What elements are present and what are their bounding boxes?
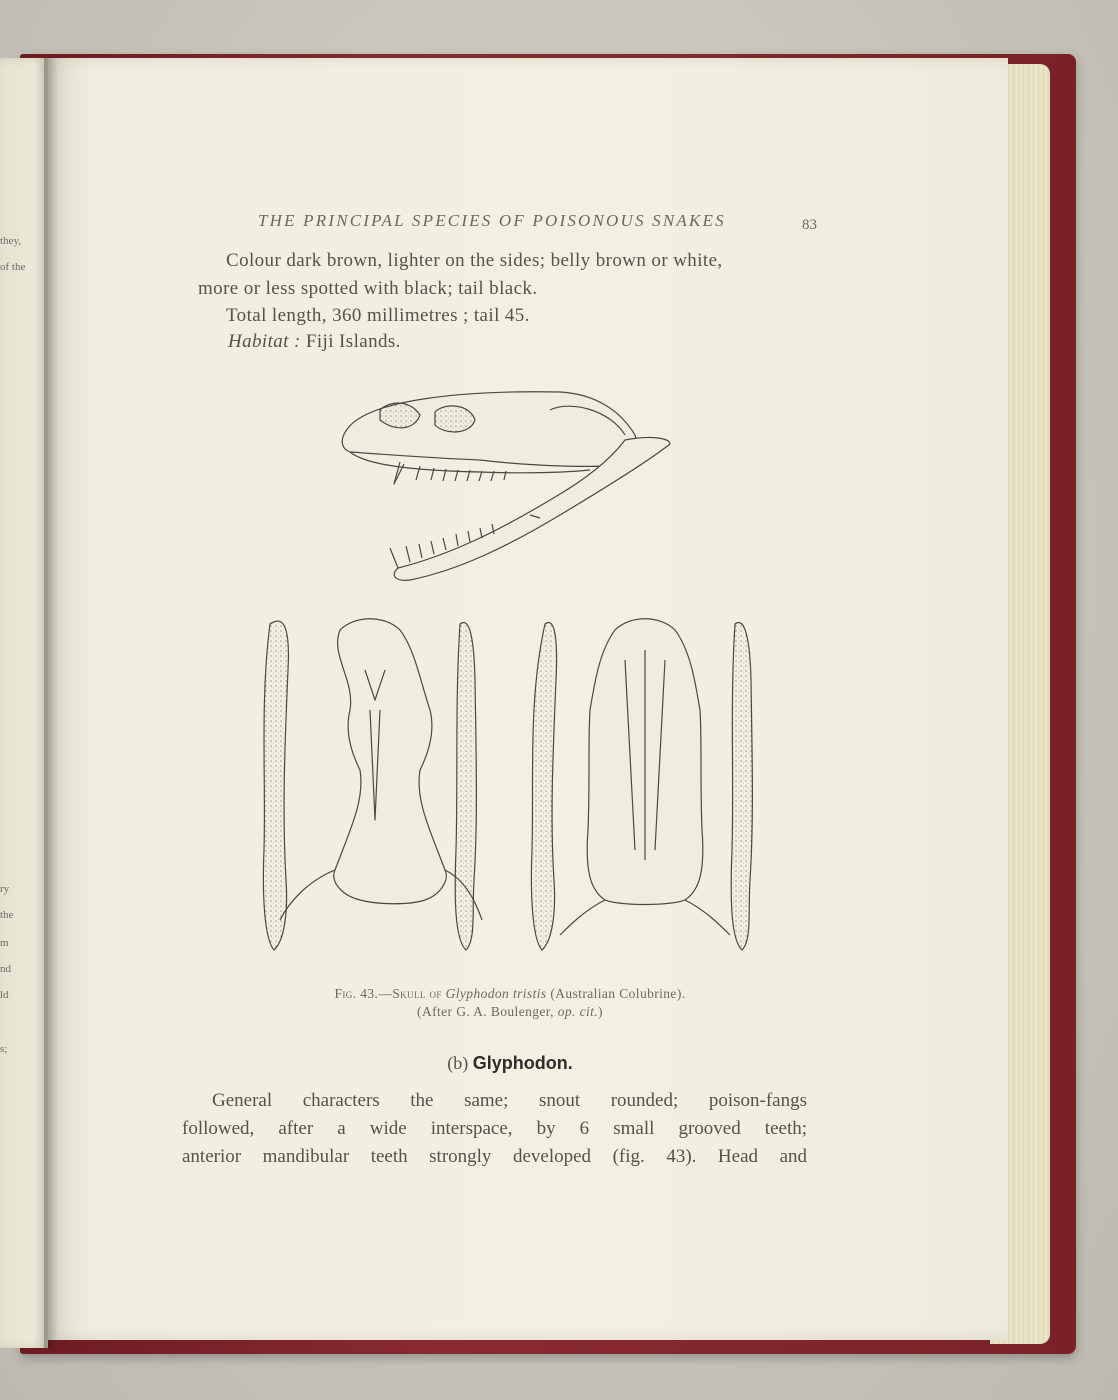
- length-line: Total length, 360 millimetres ; tail 45.: [226, 305, 530, 326]
- habitat-label: Habitat :: [228, 331, 301, 352]
- subheading-name: Glyphodon.: [472, 1053, 573, 1073]
- figure-species: Glyphodon tristis: [445, 986, 547, 1001]
- paragraph-line: Colour dark brown, lighter on the sides; belly brown or white,: [226, 250, 723, 271]
- left-page-fragment: ld: [0, 989, 9, 1001]
- figure-credit-suffix: ): [598, 1004, 603, 1019]
- paragraph-line: anterior mandibular teeth strongly developed (fig. 43). Head and: [182, 1146, 807, 1167]
- skull-illustration: [230, 380, 790, 980]
- running-head: THE PRINCIPAL SPECIES OF POISONOUS SNAKES: [258, 211, 726, 230]
- figure-credit-prefix: (After G. A. Boulenger,: [417, 1004, 554, 1019]
- left-page-fragment: they,: [0, 235, 21, 247]
- left-page-fragment: of the: [0, 261, 26, 273]
- paragraph-line: more or less spotted with black; tail black.: [198, 278, 538, 299]
- habitat-value: Fiji Islands.: [305, 331, 401, 352]
- left-page-fragment: ry: [0, 883, 10, 895]
- skull-dorsal-view: [263, 619, 482, 950]
- habitat-line: [228, 331, 401, 353]
- figure-credit: [200, 1004, 820, 1020]
- figure-caption: Fig. 43.—Skull of Glyphodon tristis (Australian Colubrine).: [334, 986, 686, 1001]
- left-page-fragment: m: [0, 937, 9, 949]
- skull-ventral-view: [531, 619, 752, 950]
- figure-label: Fig. 43.: [334, 986, 379, 1001]
- left-page-fragment: s;: [0, 1043, 8, 1055]
- paragraph-line: General characters the same; snout rounded; poison-fangs: [212, 1090, 807, 1111]
- section-subheading: [300, 1053, 720, 1074]
- gutter-shadow: [44, 58, 58, 1348]
- figure-species-note: (Australian Colubrine).: [550, 986, 686, 1001]
- page-number: 83: [802, 217, 817, 233]
- subheading-letter: (b): [447, 1053, 469, 1073]
- skull-lateral-view: [342, 392, 670, 581]
- paragraph-line: followed, after a wide interspace, by 6 small grooved teeth;: [182, 1118, 807, 1139]
- figure-credit-ref: op. cit.: [557, 1004, 599, 1019]
- figure-title: Skull of: [392, 986, 442, 1001]
- left-page-fragment: the: [0, 909, 14, 921]
- left-page: [0, 58, 48, 1348]
- left-page-fragment: nd: [0, 963, 11, 975]
